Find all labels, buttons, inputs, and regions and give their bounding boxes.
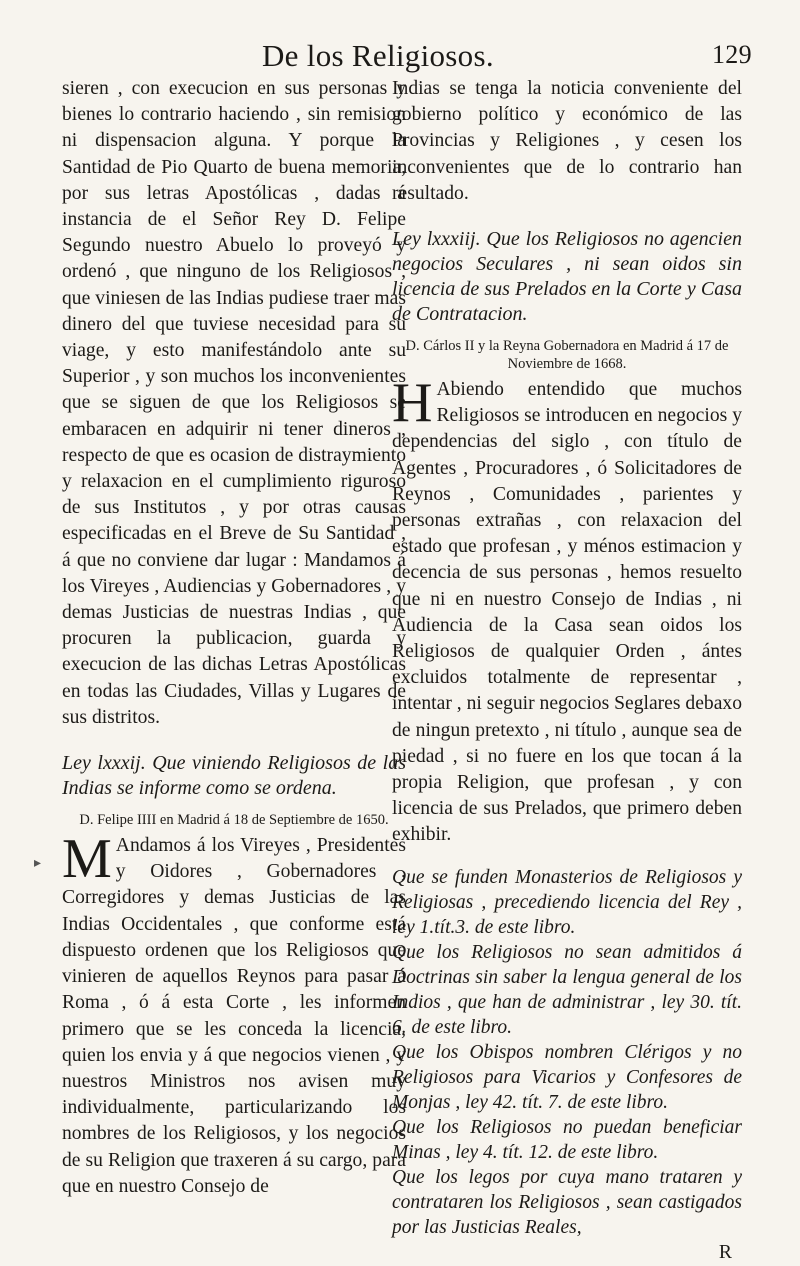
right-paragraph-2-text: Abiendo entendido que muchos Religiosos se introducen en negocios y dependencias del siglo , con título de Agentes , Procuradores , ó Solicitadores de Reynos , Comunidades , parientes y personas extrañas , con relaxacion del estado que profesan , y ménos estimacion y decencia de sus personas , hemos resuelto que ni en nuestro Consejo de Indias , ni Audiencia de la Casa sean oidos los Religiosos de qualquier Orden , ántes excluidos totalmente de representar , intentar , ni seguir negocios Seglares debaxo de ningun pretexto , ni título , aunque sea de piedad , si no fuere en los que tocan á la propia Religion, que profesan , y con licencia de sus Prelados, que primero deben exhibir. (392, 379, 742, 846)
cross-reference: Que se funden Monasterios de Religiosos y Religiosas , precediendo licencia del Rey , ley 1.tít.3. de este libro. (392, 866, 742, 938)
cross-reference: Que los Religiosos no puedan beneficiar Minas , ley 4. tít. 12. de este libro. (392, 1116, 742, 1163)
drop-cap-h: H (392, 372, 433, 435)
left-column (62, 76, 406, 1200)
left-paragraph-2-text: Andamos á los Vireyes , Presidentes y Oidores , Gobernadores , Corregidores y demas Justicias de las Indias Occidentales , que conforme está dispuesto ordenen que los Religiosos que vinieren de aquellos Reynos para pasar á Roma , ó á esta Corte , les informen primero que se les conceda la licencia, quien los envia y á que negocios vienen , y nuestros Ministros nos avisen muy individualmente, particularizando los nombres de los Religiosos, y los negocios de su Religion que traxeren á su cargo, para que en nuestro Consejo de (62, 835, 406, 1197)
law-title-82: Ley lxxxij. Que viniendo Religiosos de las Indias se informe como se ordena. (62, 752, 406, 800)
law-title-83: Ley lxxxiij. Que los Religiosos no agencien negocios Seculares , ni sean oidos sin licencia de sus Prelados en la Corte y Casa de Contratacion. (392, 228, 742, 326)
right-paragraph-1: Indias se tenga la noticia conveniente del gobierno político y económico de las Provincias y Religiones , y cesen los inconvenientes que de lo contrario han resultado. (392, 78, 742, 204)
running-title: De los Religiosos. (262, 38, 494, 73)
right-column (392, 76, 742, 1266)
decree-line-82: D. Felipe IIII en Madrid á 18 de Septiembre de 1650. (79, 812, 389, 829)
right-paragraph-2 (392, 372, 742, 849)
drop-cap-m: M (62, 828, 112, 891)
cross-reference: Que los Religiosos no sean admitidos á Doctrinas sin saber la lengua general de los Indios , que han de administrar , ley 30. tít. 6. de este libro. (392, 941, 742, 1038)
left-paragraph-1: sieren , con execucion en sus personas y bienes lo contrario haciendo , sin remision ni dispensacion alguna. Y porque la Santidad de Pio Quarto de buena memoria, por sus letras Apostólicas , dadas á instancia de el Señor Rey D. Felipe Segundo nuestro Abuelo lo proveyó y ordenó , que ninguno de los Religiosos , que viniesen de las Indias pudiese traer mas dinero del que tuviese necesidad para su viage, y esto manifestándolo ante su Superior , y son muchos los inconvenientes que se siguen de que los Religiosos se embaracen en adquirir ni tener dineros , respecto de que es ocasion de distraymiento y relaxacion en el cumplimiento riguroso de sus Institutos , y por otras causas especificadas en el Breve de Su Santidad , á que no conviene dar lugar : Mandamos á los Vireyes , Audiencias y Gobernadores , y demas Justicias de nuestras Indias , que procuren la publicacion, guarda y execucion de las dichas Letras Apostólicas en todas las Ciudades, Villas y Lugares de sus distritos. (62, 78, 406, 728)
cross-reference: Que los legos por cuya mano trataren y contrataren los Religiosos , sean castigados por las Justicias Reales, (392, 1166, 742, 1238)
decree-line-83: D. Cárlos II y la Reyna Gobernadora en Madrid á 17 de Noviembre de 1668. (405, 338, 729, 373)
catchword: R (718, 1241, 732, 1263)
page-number: 129 (712, 40, 752, 69)
cross-reference: Que los Obispos nombren Clérigos y no Religiosos para Vicarios y Confesores de Monjas , ley 42. tít. 7. de este libro. (392, 1041, 742, 1113)
page-header (0, 38, 800, 78)
left-paragraph-2 (62, 828, 406, 1200)
margin-mark: ▸ (34, 856, 42, 871)
